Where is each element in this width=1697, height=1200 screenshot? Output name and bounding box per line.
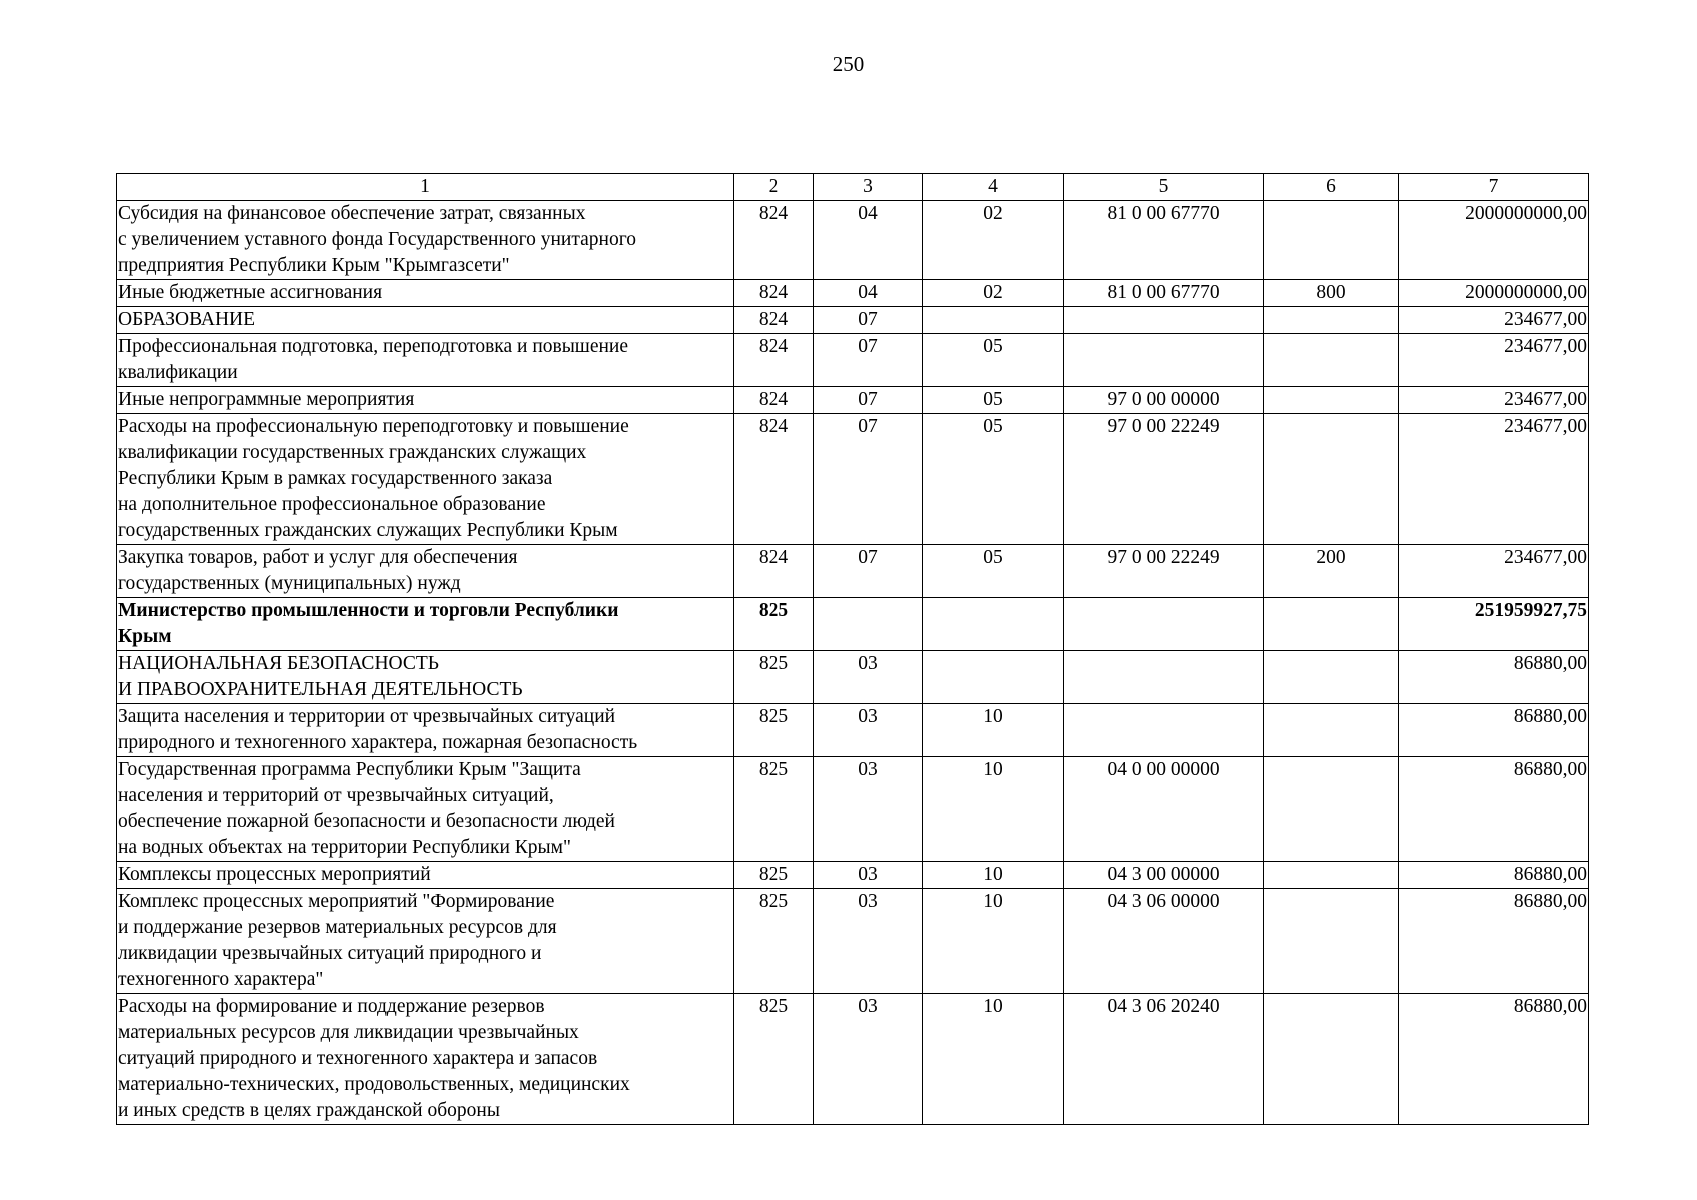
row-subsection-cell: 10 xyxy=(923,757,1064,862)
row-section-cell xyxy=(814,598,923,651)
header-row xyxy=(117,174,1589,201)
row-admin-code-cell: 824 xyxy=(734,545,814,598)
row-name-cell: Комплекс процессных мероприятий "Формирование и поддержание резервов материальных ресурсов для ликвидации чрезвычайных ситуаций природного и техногенного характера" xyxy=(117,889,734,994)
row-expense-type-cell xyxy=(1264,757,1399,862)
table-row xyxy=(117,307,1589,334)
row-subsection-cell: 10 xyxy=(923,889,1064,994)
row-expense-type-cell xyxy=(1264,889,1399,994)
row-subsection-cell: 02 xyxy=(923,201,1064,280)
header-cell: 5 xyxy=(1064,174,1264,201)
row-amount-cell: 234677,00 xyxy=(1399,307,1589,334)
row-subsection-cell: 05 xyxy=(923,414,1064,545)
header-cell: 3 xyxy=(814,174,923,201)
row-section-cell: 07 xyxy=(814,307,923,334)
row-amount-cell: 234677,00 xyxy=(1399,414,1589,545)
row-name-cell: Профессиональная подготовка, переподготовка и повышение квалификации xyxy=(117,334,734,387)
row-name-cell: Комплексы процессных мероприятий xyxy=(117,862,734,889)
row-target-article-cell xyxy=(1064,704,1264,757)
table-row xyxy=(117,862,1589,889)
row-expense-type-cell xyxy=(1264,307,1399,334)
row-section-cell: 07 xyxy=(814,334,923,387)
row-section-cell: 07 xyxy=(814,414,923,545)
row-name-cell: НАЦИОНАЛЬНАЯ БЕЗОПАСНОСТЬ И ПРАВООХРАНИТЕЛЬНАЯ ДЕЯТЕЛЬНОСТЬ xyxy=(117,651,734,704)
row-admin-code-cell: 824 xyxy=(734,307,814,334)
budget-table xyxy=(116,173,1589,1125)
row-subsection-cell: 05 xyxy=(923,545,1064,598)
table-row xyxy=(117,598,1589,651)
row-section-cell: 03 xyxy=(814,651,923,704)
header-cell: 6 xyxy=(1264,174,1399,201)
header-cell: 7 xyxy=(1399,174,1589,201)
row-amount-cell: 2000000000,00 xyxy=(1399,201,1589,280)
row-expense-type-cell: 200 xyxy=(1264,545,1399,598)
row-amount-cell: 234677,00 xyxy=(1399,387,1589,414)
table-row xyxy=(117,545,1589,598)
row-target-article-cell: 81 0 00 67770 xyxy=(1064,280,1264,307)
row-subsection-cell xyxy=(923,598,1064,651)
row-target-article-cell: 04 3 06 20240 xyxy=(1064,994,1264,1125)
row-admin-code-cell: 825 xyxy=(734,651,814,704)
table-row xyxy=(117,889,1589,994)
row-target-article-cell xyxy=(1064,307,1264,334)
row-admin-code-cell: 824 xyxy=(734,280,814,307)
row-section-cell: 03 xyxy=(814,889,923,994)
row-section-cell: 07 xyxy=(814,545,923,598)
row-name-cell: Государственная программа Республики Крым "Защита населения и территорий от чрезвычайных ситуаций, обеспечение пожарной безопасности и безопасности людей на водных объектах на территории Республики Крым" xyxy=(117,757,734,862)
row-name-cell: Расходы на профессиональную переподготовку и повышение квалификации государственных гражданских служащих Республики Крым в рамках государственного заказа на дополнительное профессиональное образование государственных гражданских служащих Республики Крым xyxy=(117,414,734,545)
row-expense-type-cell xyxy=(1264,387,1399,414)
row-name-cell: Иные непрограммные мероприятия xyxy=(117,387,734,414)
row-expense-type-cell: 800 xyxy=(1264,280,1399,307)
row-section-cell: 04 xyxy=(814,280,923,307)
row-target-article-cell: 04 0 00 00000 xyxy=(1064,757,1264,862)
row-target-article-cell: 04 3 00 00000 xyxy=(1064,862,1264,889)
row-amount-cell: 234677,00 xyxy=(1399,545,1589,598)
table-row xyxy=(117,757,1589,862)
header-cell: 4 xyxy=(923,174,1064,201)
row-section-cell: 03 xyxy=(814,994,923,1125)
row-admin-code-cell: 825 xyxy=(734,704,814,757)
row-admin-code-cell: 824 xyxy=(734,334,814,387)
row-admin-code-cell: 824 xyxy=(734,414,814,545)
row-target-article-cell xyxy=(1064,598,1264,651)
row-subsection-cell: 02 xyxy=(923,280,1064,307)
row-section-cell: 03 xyxy=(814,862,923,889)
row-admin-code-cell: 825 xyxy=(734,862,814,889)
row-admin-code-cell: 825 xyxy=(734,598,814,651)
row-amount-cell: 86880,00 xyxy=(1399,994,1589,1125)
table-row xyxy=(117,387,1589,414)
row-expense-type-cell xyxy=(1264,651,1399,704)
row-section-cell: 03 xyxy=(814,757,923,862)
row-target-article-cell: 04 3 06 00000 xyxy=(1064,889,1264,994)
row-subsection-cell xyxy=(923,307,1064,334)
row-admin-code-cell: 824 xyxy=(734,201,814,280)
row-target-article-cell xyxy=(1064,651,1264,704)
page-number: 250 xyxy=(832,52,865,76)
row-expense-type-cell xyxy=(1264,862,1399,889)
row-amount-cell: 86880,00 xyxy=(1399,757,1589,862)
row-name-cell: Расходы на формирование и поддержание резервов материальных ресурсов для ликвидации чрезвычайных ситуаций природного и техногенного характера и запасов материально-технических, продовольственных, медицинских и иных средств в целях гражданской обороны xyxy=(117,994,734,1125)
row-target-article-cell: 81 0 00 67770 xyxy=(1064,201,1264,280)
row-admin-code-cell: 825 xyxy=(734,994,814,1125)
row-section-cell: 07 xyxy=(814,387,923,414)
table-row xyxy=(117,280,1589,307)
row-amount-cell: 2000000000,00 xyxy=(1399,280,1589,307)
row-expense-type-cell xyxy=(1264,334,1399,387)
row-admin-code-cell: 824 xyxy=(734,387,814,414)
row-expense-type-cell xyxy=(1264,704,1399,757)
row-section-cell: 03 xyxy=(814,704,923,757)
row-subsection-cell: 10 xyxy=(923,704,1064,757)
table-row xyxy=(117,651,1589,704)
row-target-article-cell xyxy=(1064,334,1264,387)
row-subsection-cell: 05 xyxy=(923,387,1064,414)
row-subsection-cell xyxy=(923,651,1064,704)
table-row xyxy=(117,994,1589,1125)
row-amount-cell: 251959927,75 xyxy=(1399,598,1589,651)
table-row xyxy=(117,414,1589,545)
row-amount-cell: 86880,00 xyxy=(1399,889,1589,994)
row-subsection-cell: 10 xyxy=(923,994,1064,1125)
row-subsection-cell: 05 xyxy=(923,334,1064,387)
row-name-cell: Субсидия на финансовое обеспечение затрат, связанных с увеличением уставного фонда Государственного унитарного предприятия Республики Крым "Крымгазсети" xyxy=(117,201,734,280)
row-target-article-cell: 97 0 00 00000 xyxy=(1064,387,1264,414)
row-expense-type-cell xyxy=(1264,994,1399,1125)
table-row xyxy=(117,201,1589,280)
row-name-cell: Закупка товаров, работ и услуг для обеспечения государственных (муниципальных) нужд xyxy=(117,545,734,598)
row-amount-cell: 86880,00 xyxy=(1399,862,1589,889)
table-body xyxy=(117,201,1589,1125)
table-row xyxy=(117,704,1589,757)
header-cell: 1 xyxy=(117,174,734,201)
row-amount-cell: 86880,00 xyxy=(1399,704,1589,757)
row-name-cell: Министерство промышленности и торговли Республики Крым xyxy=(117,598,734,651)
row-name-cell: Защита населения и территории от чрезвычайных ситуаций природного и техногенного характера, пожарная безопасность xyxy=(117,704,734,757)
table-row xyxy=(117,334,1589,387)
row-admin-code-cell: 825 xyxy=(734,889,814,994)
row-section-cell: 04 xyxy=(814,201,923,280)
header-cell: 2 xyxy=(734,174,814,201)
row-target-article-cell: 97 0 00 22249 xyxy=(1064,545,1264,598)
row-amount-cell: 234677,00 xyxy=(1399,334,1589,387)
row-amount-cell: 86880,00 xyxy=(1399,651,1589,704)
row-target-article-cell: 97 0 00 22249 xyxy=(1064,414,1264,545)
row-subsection-cell: 10 xyxy=(923,862,1064,889)
row-name-cell: ОБРАЗОВАНИЕ xyxy=(117,307,734,334)
row-admin-code-cell: 825 xyxy=(734,757,814,862)
row-name-cell: Иные бюджетные ассигнования xyxy=(117,280,734,307)
row-expense-type-cell xyxy=(1264,598,1399,651)
row-expense-type-cell xyxy=(1264,201,1399,280)
row-expense-type-cell xyxy=(1264,414,1399,545)
